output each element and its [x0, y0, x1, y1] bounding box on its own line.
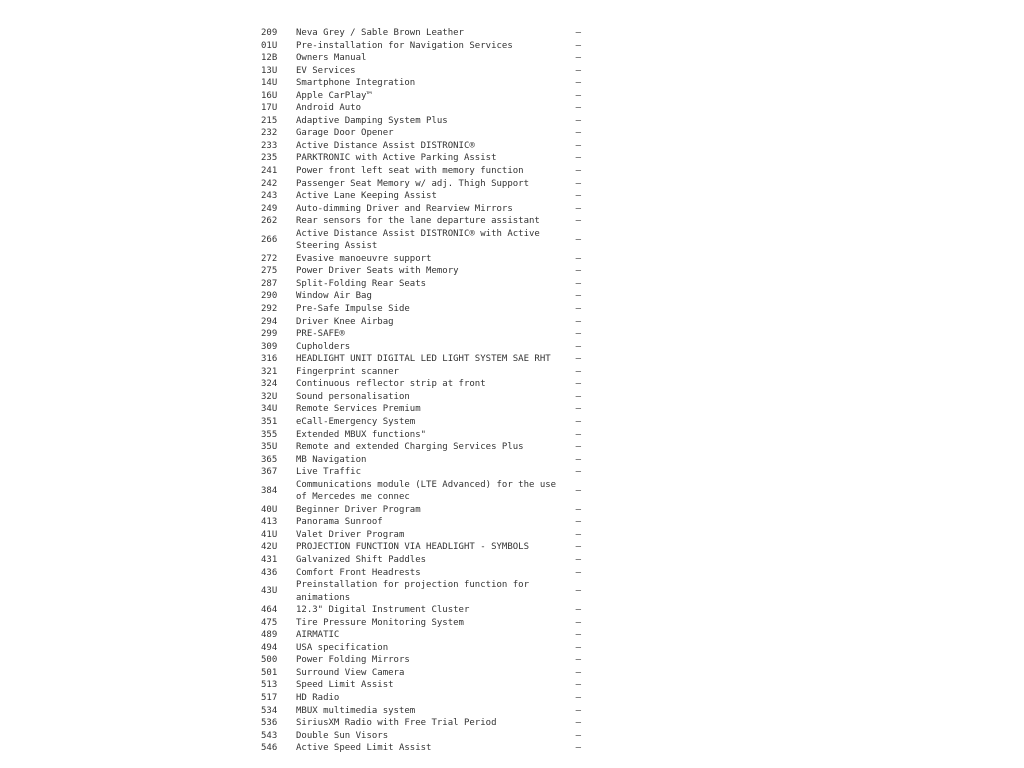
option-price: — — [575, 153, 581, 164]
option-row — [261, 391, 581, 404]
option-description: Window Air Bag — [296, 291, 372, 302]
option-description: MBUX multimedia system — [296, 705, 416, 716]
option-row — [261, 265, 581, 278]
option-code: 355 — [261, 429, 278, 440]
option-code: 42U — [261, 542, 278, 553]
option-row — [261, 178, 581, 191]
option-price: — — [575, 291, 581, 302]
option-price: — — [575, 115, 581, 126]
option-row — [261, 253, 581, 266]
option-code: 235 — [261, 153, 278, 164]
option-row — [261, 667, 581, 680]
option-code: 431 — [261, 554, 278, 565]
option-code: 517 — [261, 692, 278, 703]
option-code: 294 — [261, 316, 278, 327]
option-price: — — [575, 416, 581, 427]
option-code: 262 — [261, 216, 278, 227]
option-code: 489 — [261, 630, 278, 641]
option-description: HEADLIGHT UNIT DIGITAL LED LIGHT SYSTEM SAE RHT — [296, 354, 551, 365]
option-code: 13U — [261, 65, 278, 76]
option-row — [261, 742, 581, 755]
option-price: — — [575, 304, 581, 315]
option-row — [261, 27, 581, 40]
option-price: — — [575, 90, 581, 101]
option-row — [261, 378, 581, 391]
option-price: — — [575, 485, 581, 496]
option-row — [261, 140, 581, 153]
option-row — [261, 52, 581, 65]
option-code: 299 — [261, 329, 278, 340]
option-price: — — [575, 316, 581, 327]
option-row — [261, 40, 581, 53]
option-description: Power Folding Mirrors — [296, 655, 410, 666]
option-description: Evasive manoeuvre support — [296, 253, 432, 264]
option-price: — — [575, 567, 581, 578]
option-price: — — [575, 266, 581, 277]
option-code: 243 — [261, 191, 278, 202]
option-description: Passenger Seat Memory w/ adj. Thigh Support — [296, 178, 529, 189]
option-row — [261, 441, 581, 454]
option-code: 513 — [261, 680, 278, 691]
option-description: Preinstallation for projection function for animations — [296, 580, 529, 603]
option-row — [261, 366, 581, 379]
option-code: 436 — [261, 567, 278, 578]
option-code: 321 — [261, 366, 278, 377]
option-code: 324 — [261, 379, 278, 390]
option-description: Cupholders — [296, 341, 351, 352]
option-row — [261, 705, 581, 718]
option-code: 475 — [261, 617, 278, 628]
option-code: 309 — [261, 341, 278, 352]
option-price: — — [575, 655, 581, 666]
option-description: Neva Grey / Sable Brown Leather — [296, 28, 464, 38]
option-row — [261, 90, 581, 103]
option-description: Remote and extended Charging Services Plus — [296, 442, 524, 453]
option-description: PARKTRONIC with Active Parking Assist — [296, 153, 497, 164]
option-description: Smartphone Integration — [296, 78, 416, 89]
option-row — [261, 290, 581, 303]
option-description: Active Distance Assist DISTRONIC® — [296, 140, 475, 151]
option-price: — — [575, 391, 581, 402]
option-description: Galvanized Shift Paddles — [296, 554, 427, 565]
option-description: eCall-Emergency System — [296, 416, 416, 427]
option-price: — — [575, 586, 581, 597]
option-description: Adaptive Damping System Plus — [296, 115, 448, 126]
option-code: 536 — [261, 718, 278, 729]
option-price: — — [575, 429, 581, 440]
option-description: PRE-SAFE® — [296, 329, 345, 340]
option-code: 14U — [261, 78, 278, 89]
option-code: 316 — [261, 354, 278, 365]
option-row — [261, 454, 581, 467]
option-description: Pre-Safe Impulse Side — [296, 304, 410, 315]
option-price: — — [575, 529, 581, 540]
option-row — [261, 190, 581, 203]
option-row — [261, 730, 581, 743]
option-description: Fingerprint scanner — [296, 366, 399, 377]
option-price: — — [575, 128, 581, 139]
option-price: — — [575, 329, 581, 340]
option-description: Panorama Sunroof — [296, 517, 383, 528]
option-row — [261, 77, 581, 90]
option-code: 494 — [261, 642, 278, 653]
option-code: 500 — [261, 655, 278, 666]
option-description: Rear sensors for the lane departure assistant — [296, 216, 540, 227]
option-code: 17U — [261, 103, 278, 114]
option-code: 40U — [261, 504, 278, 515]
option-row — [261, 316, 581, 329]
option-description: Sound personalisation — [296, 391, 410, 402]
option-row — [261, 228, 581, 253]
option-price: — — [575, 467, 581, 478]
option-price: — — [575, 178, 581, 189]
option-price: — — [575, 642, 581, 653]
option-row — [261, 579, 581, 604]
option-row — [261, 416, 581, 429]
option-price: — — [575, 366, 581, 377]
option-price: — — [575, 53, 581, 64]
option-price: — — [575, 454, 581, 465]
option-description: Tire Pressure Monitoring System — [296, 617, 464, 628]
option-code: 272 — [261, 253, 278, 264]
option-row — [261, 341, 581, 354]
option-code: 384 — [261, 485, 278, 496]
option-price: — — [575, 705, 581, 716]
option-price: — — [575, 28, 581, 38]
option-code: 233 — [261, 140, 278, 151]
option-row — [261, 567, 581, 580]
option-code: 367 — [261, 467, 278, 478]
option-price: — — [575, 504, 581, 515]
option-price: — — [575, 617, 581, 628]
option-row — [261, 466, 581, 479]
option-price: — — [575, 554, 581, 565]
option-description: Double Sun Visors — [296, 730, 389, 741]
option-description: Android Auto — [296, 103, 362, 114]
option-row — [261, 65, 581, 78]
option-price: — — [575, 667, 581, 678]
option-row — [261, 554, 581, 567]
option-row — [261, 215, 581, 228]
option-description: Remote Services Premium — [296, 404, 421, 415]
option-row — [261, 403, 581, 416]
option-row — [261, 102, 581, 115]
option-code: 209 — [261, 28, 278, 38]
option-price: — — [575, 542, 581, 553]
option-description: Valet Driver Program — [296, 529, 405, 540]
option-row — [261, 516, 581, 529]
option-description: Active Distance Assist DISTRONIC® with Active Steering Assist — [296, 228, 540, 252]
option-row — [261, 115, 581, 128]
option-price: — — [575, 65, 581, 76]
option-code: 16U — [261, 90, 278, 101]
option-description: Power front left seat with memory function — [296, 166, 524, 177]
option-price: — — [575, 743, 581, 754]
option-row — [261, 541, 581, 554]
option-price: — — [575, 40, 581, 51]
option-price: — — [575, 191, 581, 202]
option-code: 249 — [261, 203, 278, 214]
option-price: — — [575, 341, 581, 352]
option-description: Owners Manual — [296, 53, 367, 64]
option-description: Live Traffic — [296, 467, 362, 478]
option-price: — — [575, 442, 581, 453]
option-row — [261, 278, 581, 291]
option-price: — — [575, 605, 581, 616]
option-row — [261, 604, 581, 617]
option-description: Power Driver Seats with Memory — [296, 266, 459, 277]
option-description: Communications module (LTE Advanced) for the use of Mercedes me connec — [296, 479, 557, 503]
option-row — [261, 479, 581, 504]
option-description: Split-Folding Rear Seats — [296, 278, 427, 289]
option-price: — — [575, 730, 581, 741]
option-code: 290 — [261, 291, 278, 302]
option-row — [261, 353, 581, 366]
option-price: — — [575, 692, 581, 703]
option-price: — — [575, 278, 581, 289]
option-code: 01U — [261, 40, 278, 51]
option-description: MB Navigation — [296, 454, 367, 465]
option-price: — — [575, 253, 581, 264]
option-price: — — [575, 517, 581, 528]
options-list — [261, 27, 581, 755]
option-price: — — [575, 203, 581, 214]
option-price: — — [575, 404, 581, 415]
option-description: Beginner Driver Program — [296, 504, 421, 515]
option-description: Garage Door Opener — [296, 128, 394, 139]
option-row — [261, 692, 581, 705]
option-row — [261, 654, 581, 667]
option-description: Driver Knee Airbag — [296, 316, 394, 327]
option-code: 287 — [261, 278, 278, 289]
option-code: 546 — [261, 743, 278, 754]
option-description: PROJECTION FUNCTION VIA HEADLIGHT - SYMBOLS — [296, 542, 529, 553]
option-row — [261, 127, 581, 140]
option-description: Comfort Front Headrests — [296, 567, 421, 578]
option-row — [261, 529, 581, 542]
option-price: — — [575, 630, 581, 641]
option-price: — — [575, 78, 581, 89]
option-price: — — [575, 718, 581, 729]
option-row — [261, 642, 581, 655]
option-row — [261, 717, 581, 730]
option-description: Apple CarPlay™ — [296, 90, 372, 101]
option-row — [261, 328, 581, 341]
option-code: 266 — [261, 235, 278, 246]
option-code: 32U — [261, 391, 278, 402]
option-code: 543 — [261, 730, 278, 741]
option-row — [261, 617, 581, 630]
option-code: 534 — [261, 705, 278, 716]
option-code: 43U — [261, 586, 278, 597]
option-code: 41U — [261, 529, 278, 540]
option-description: Speed Limit Assist — [296, 680, 394, 691]
option-code: 365 — [261, 454, 278, 465]
option-description: Active Speed Limit Assist — [296, 743, 432, 754]
option-row — [261, 152, 581, 165]
option-description: Surround View Camera — [296, 667, 405, 678]
option-row — [261, 203, 581, 216]
option-code: 275 — [261, 266, 278, 277]
option-row — [261, 504, 581, 517]
option-price: — — [575, 354, 581, 365]
option-row — [261, 303, 581, 316]
option-description: Pre-installation for Navigation Services — [296, 40, 513, 51]
option-description: Extended MBUX functions" — [296, 429, 427, 440]
option-code: 12B — [261, 53, 278, 64]
option-price: — — [575, 140, 581, 151]
option-price: — — [575, 379, 581, 390]
option-price: — — [575, 235, 581, 246]
option-description: Active Lane Keeping Assist — [296, 191, 437, 202]
option-code: 34U — [261, 404, 278, 415]
option-description: HD Radio — [296, 692, 340, 703]
option-code: 501 — [261, 667, 278, 678]
option-price: — — [575, 216, 581, 227]
option-code: 215 — [261, 115, 278, 126]
option-description: SiriusXM Radio with Free Trial Period — [296, 718, 497, 729]
option-description: 12.3" Digital Instrument Cluster — [296, 605, 470, 616]
option-description: Auto-dimming Driver and Rearview Mirrors — [296, 203, 513, 214]
option-code: 292 — [261, 304, 278, 315]
option-row — [261, 429, 581, 442]
option-code: 413 — [261, 517, 278, 528]
option-row — [261, 629, 581, 642]
option-code: 464 — [261, 605, 278, 616]
option-description: EV Services — [296, 65, 356, 76]
option-code: 232 — [261, 128, 278, 139]
option-price: — — [575, 166, 581, 177]
option-code: 351 — [261, 416, 278, 427]
option-code: 242 — [261, 178, 278, 189]
option-description: USA specification — [296, 642, 389, 653]
option-row — [261, 679, 581, 692]
option-description: Continuous reflector strip at front — [296, 379, 486, 390]
option-code: 241 — [261, 166, 278, 177]
option-code: 35U — [261, 442, 278, 453]
option-description: AIRMATIC — [296, 630, 340, 641]
option-price: — — [575, 680, 581, 691]
option-row — [261, 165, 581, 178]
option-price: — — [575, 103, 581, 114]
